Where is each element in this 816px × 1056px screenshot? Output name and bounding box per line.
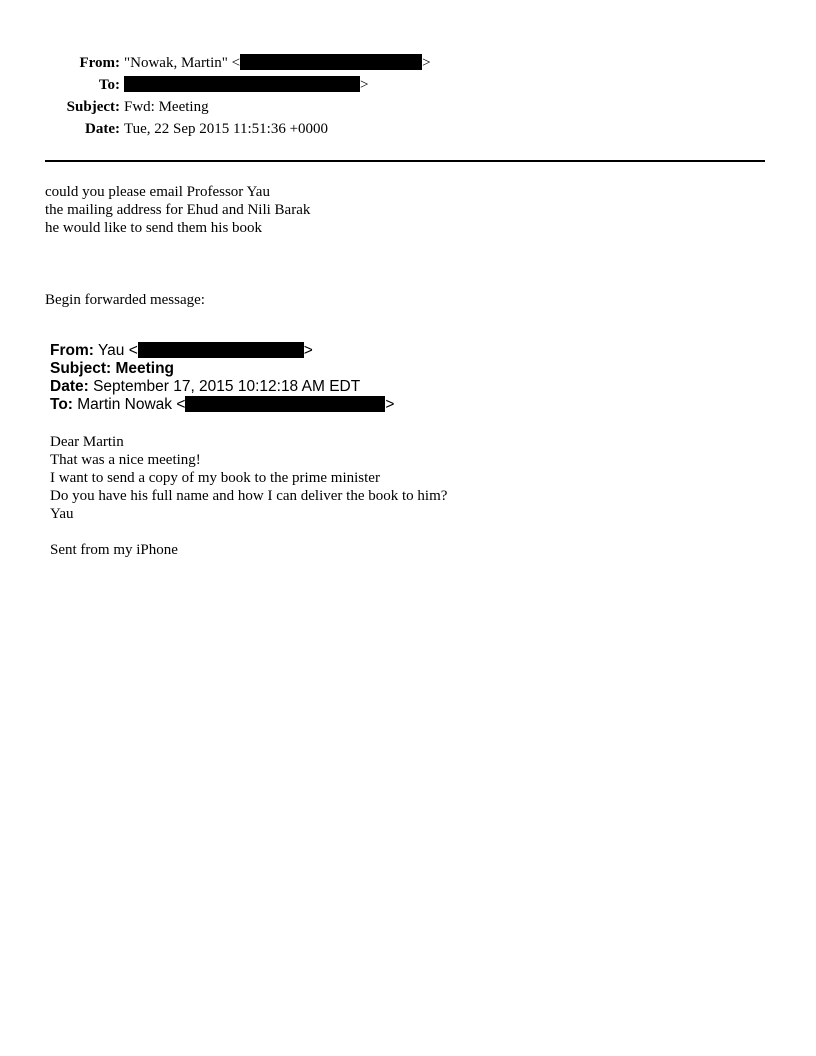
- redaction-block: [240, 54, 422, 70]
- fwd-message-line: I want to send a copy of my book to the prime minister: [50, 470, 380, 486]
- body-line: he would like to send them his book: [45, 220, 263, 236]
- fwd-subject-row: [50, 360, 174, 378]
- redaction-block: [185, 396, 385, 412]
- redaction-block: [138, 342, 304, 358]
- header-divider: [45, 160, 765, 162]
- fwd-message-line: Yau: [50, 506, 74, 522]
- fwd-message-line: Dear Martin: [50, 434, 124, 450]
- fwd-to-label: To:: [50, 396, 73, 413]
- subject-label: Subject:: [66, 99, 120, 115]
- body-line: could you please email Professor Yau: [45, 184, 270, 200]
- fwd-to-value: Martin Nowak <: [77, 396, 186, 413]
- fwd-date-row: [50, 378, 360, 396]
- fwd-subject-label: Subject:: [50, 360, 112, 377]
- fwd-message-line: That was a nice meeting!: [50, 452, 201, 468]
- to-value: >: [124, 76, 368, 94]
- fwd-signature: Sent from my iPhone: [50, 542, 178, 558]
- redaction-block: [124, 76, 360, 92]
- fwd-from-value: Yau <: [97, 342, 138, 359]
- forward-intro: Begin forwarded message:: [45, 292, 205, 308]
- fwd-date-value: September 17, 2015 10:12:18 AM EDT: [93, 378, 361, 395]
- date-label: Date:: [85, 121, 120, 137]
- from-name: "Nowak, Martin" <: [124, 55, 241, 71]
- to-label: To:: [98, 77, 120, 93]
- body-line: the mailing address for Ehud and Nili Barak: [45, 202, 311, 218]
- subject-value: Fwd: Meeting: [124, 99, 209, 115]
- fwd-message-line: Do you have his full name and how I can deliver the book to him?: [50, 488, 448, 504]
- date-value: Tue, 22 Sep 2015 11:51:36 +0000: [124, 121, 329, 137]
- fwd-subject-value: Meeting: [115, 360, 175, 377]
- fwd-to-row: To: Martin Nowak < >: [50, 396, 395, 413]
- fwd-date-label: Date:: [50, 378, 89, 395]
- fwd-from-label: From:: [50, 342, 94, 359]
- from-value: "Nowak, Martin" < >: [124, 55, 431, 71]
- fwd-from-row: From: Yau < >: [50, 342, 313, 359]
- from-label: From:: [79, 55, 120, 71]
